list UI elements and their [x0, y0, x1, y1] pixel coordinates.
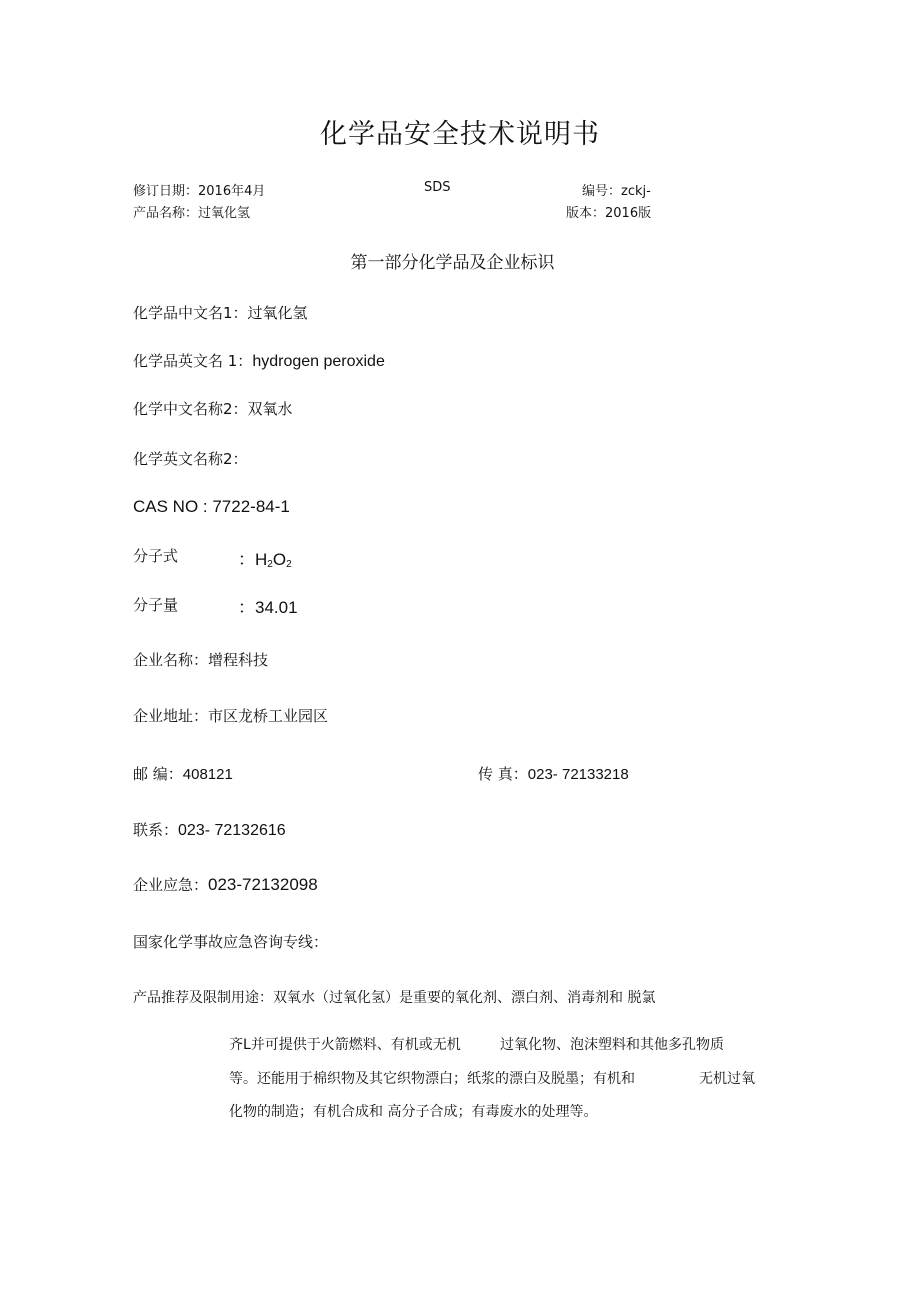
fax — [478, 763, 629, 784]
usage-line-3b: 无机过氧 — [699, 1071, 755, 1087]
cas-number: CAS NO : 7722-84-1 — [133, 497, 290, 516]
usage-line-1: 产品推荐及限制用途：双氧水（过氧化氢）是重要的氧化剂、漂白剂、消毒剂和 脱氯 — [133, 990, 656, 1006]
contact-value: 023- 72132616 — [178, 822, 286, 839]
formula-o: O — [272, 550, 287, 569]
en-name1-label: 化学品英文名 1： — [133, 352, 253, 370]
usage-line-3a: 等。还能用于棉织物及其它织物漂白；纸浆的漂白及脱墨；有机和 — [229, 1071, 635, 1087]
contact-label: 联系： — [133, 821, 179, 839]
emergency — [133, 874, 318, 895]
usage-line-2b: 过氧化物、泡沫塑料和其他多孔物质 — [500, 1037, 724, 1053]
usage-line-2a: 齐L并可提供于火箭燃料、有机或无机 — [229, 1037, 461, 1053]
company-name: 企业名称：增程科技 — [133, 651, 269, 669]
cn-name2-label: 化学中文名称2： — [133, 400, 248, 418]
cn-name1-value: 过氧化氢 — [247, 304, 308, 322]
usage-line-4: 化物的制造；有机合成和 高分子合成；有毒废水的处理等。 — [229, 1104, 598, 1120]
cn-name2 — [133, 398, 293, 419]
formula-value — [238, 545, 292, 570]
formula-label: 分子式 — [133, 547, 179, 565]
fax-value: 023- 72133218 — [527, 766, 629, 783]
formula-sep: ： — [238, 550, 255, 569]
doc-type: SDS — [424, 180, 451, 195]
fax-label: 传 真： — [478, 765, 528, 783]
product-name: 产品名称：过氧化氢 — [133, 206, 251, 221]
document-title: 化学品安全技术说明书 — [320, 119, 600, 150]
postcode-label: 邮 编： — [133, 765, 183, 783]
section1-title: 第一部分化学品及企业标识 — [350, 253, 555, 273]
formula-o-sub: 2 — [286, 559, 292, 570]
formula-h-sub: 2 — [267, 559, 273, 570]
document-version: 版本：2016版 — [566, 206, 652, 221]
en-name1 — [133, 350, 385, 371]
cn-name1 — [133, 302, 308, 323]
molecular-weight-value: ：34.01 — [238, 598, 298, 617]
national-hotline: 国家化学事故应急咨询专线： — [133, 933, 329, 951]
revision-date: 修订日期：2016年4月 — [133, 184, 266, 199]
emergency-value: 023-72132098 — [208, 875, 318, 894]
molecular-weight-label: 分子量 — [133, 596, 179, 614]
cn-name2-value: 双氧水 — [247, 400, 293, 418]
postcode — [133, 763, 233, 784]
document-number: 编号：zckj- — [582, 184, 651, 199]
cn-name1-label: 化学品中文名1： — [133, 304, 248, 322]
emergency-label: 企业应急： — [133, 876, 209, 894]
en-name2-label: 化学英文名称2： — [133, 450, 248, 468]
postcode-value: 408121 — [182, 766, 233, 783]
contact — [133, 819, 286, 840]
formula-h: H — [255, 550, 268, 569]
en-name1-value: hydrogen peroxide — [252, 353, 385, 370]
company-address: 企业地址：市区龙桥工业园区 — [133, 707, 329, 725]
